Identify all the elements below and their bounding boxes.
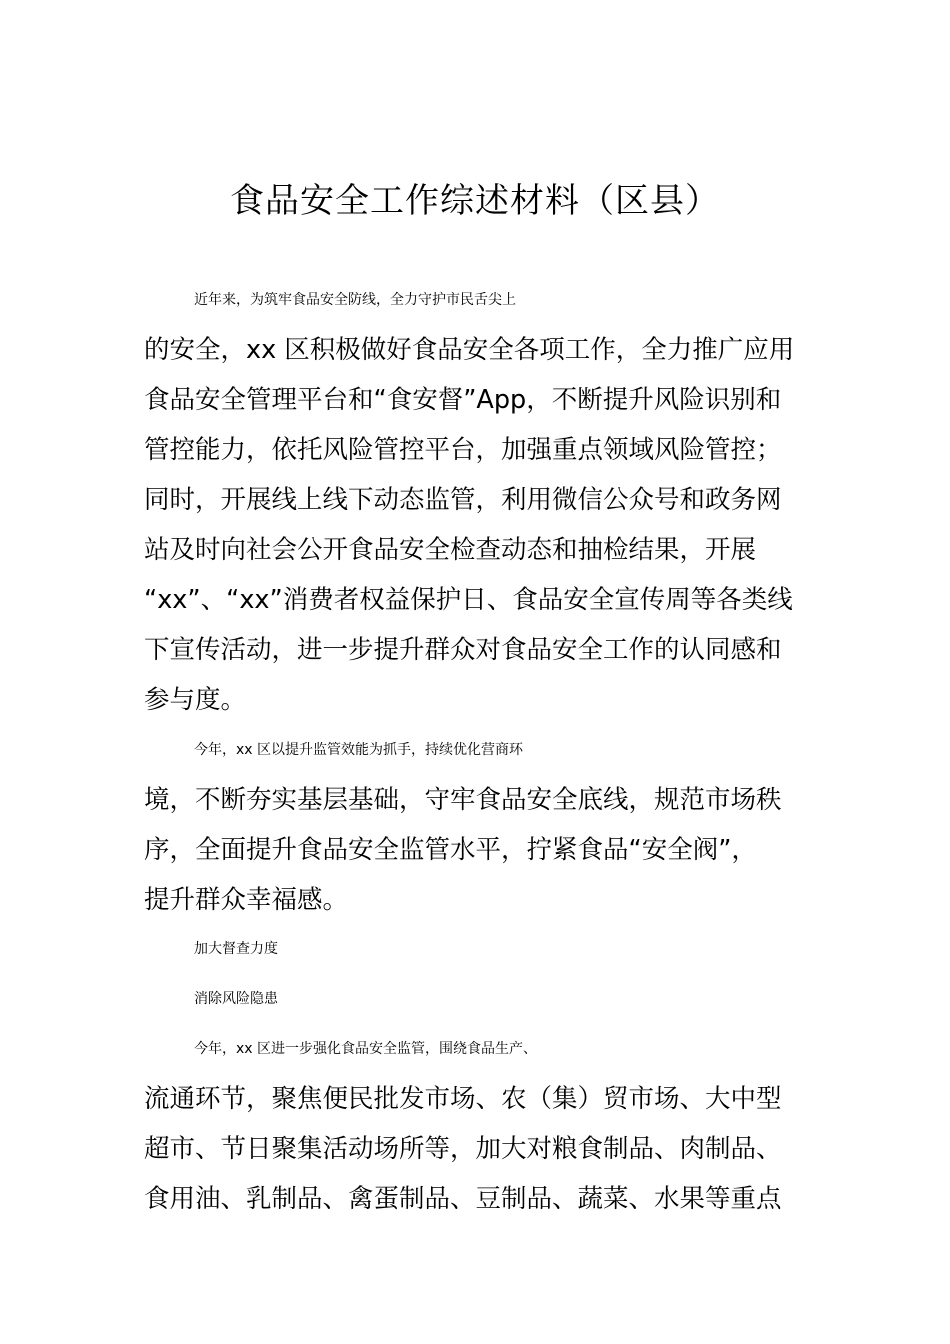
paragraph-1-line-8: 下宣传活动，进一步提升群众对食品安全工作的认同感和	[144, 635, 782, 665]
paragraph-1-line-7: “xx”、“xx”消费者权益保护日、食品安全宣传周等各类线	[144, 585, 793, 615]
paragraph-1-line-4: 管控能力，依托风险管控平台，加强重点领域风险管控；	[144, 435, 782, 465]
paragraph-2-line-1: 今年，xx 区以提升监管效能为抓手，持续优化营商环	[194, 742, 524, 758]
paragraph-1-line-2: 的安全，xx 区积极做好食品安全各项工作，全力推广应用	[144, 335, 795, 365]
paragraph-3-line-4: 食用油、乳制品、禽蛋制品、豆制品、蔬菜、水果等重点	[144, 1184, 782, 1214]
section-heading-1: 加大督查力度	[194, 941, 278, 957]
paragraph-2-line-2: 境，不断夯实基层基础，守牢食品安全底线，规范市场秩	[144, 785, 782, 815]
paragraph-2-line-4: 提升群众幸福感。	[144, 885, 349, 915]
paragraph-1-line-1: 近年来，为筑牢食品安全防线，全力守护市民舌尖上	[194, 292, 516, 308]
paragraph-1-line-5: 同时，开展线上线下动态监管，利用微信公众号和政务网	[144, 485, 782, 515]
paragraph-2-line-3: 序，全面提升食品安全监管水平，拧紧食品“安全阀”，	[144, 835, 757, 865]
section-heading-2: 消除风险隐患	[194, 991, 278, 1007]
document-title: 食品安全工作综述材料（区县）	[230, 181, 720, 221]
paragraph-1-line-3: 食品安全管理平台和“食安督”App，不断提升风险识别和	[144, 385, 782, 415]
paragraph-3-line-1: 今年，xx 区进一步强化食品安全监管，围绕食品生产、	[194, 1041, 538, 1057]
paragraph-3-line-2: 流通环节，聚焦便民批发市场、农（集）贸市场、大中型	[144, 1084, 782, 1114]
paragraph-1-line-6: 站及时向社会公开食品安全检查动态和抽检结果，开展	[144, 535, 757, 565]
paragraph-1-line-9: 参与度。	[144, 685, 247, 715]
paragraph-3-line-3: 超市、节日聚集活动场所等，加大对粮食制品、肉制品、	[144, 1134, 782, 1164]
